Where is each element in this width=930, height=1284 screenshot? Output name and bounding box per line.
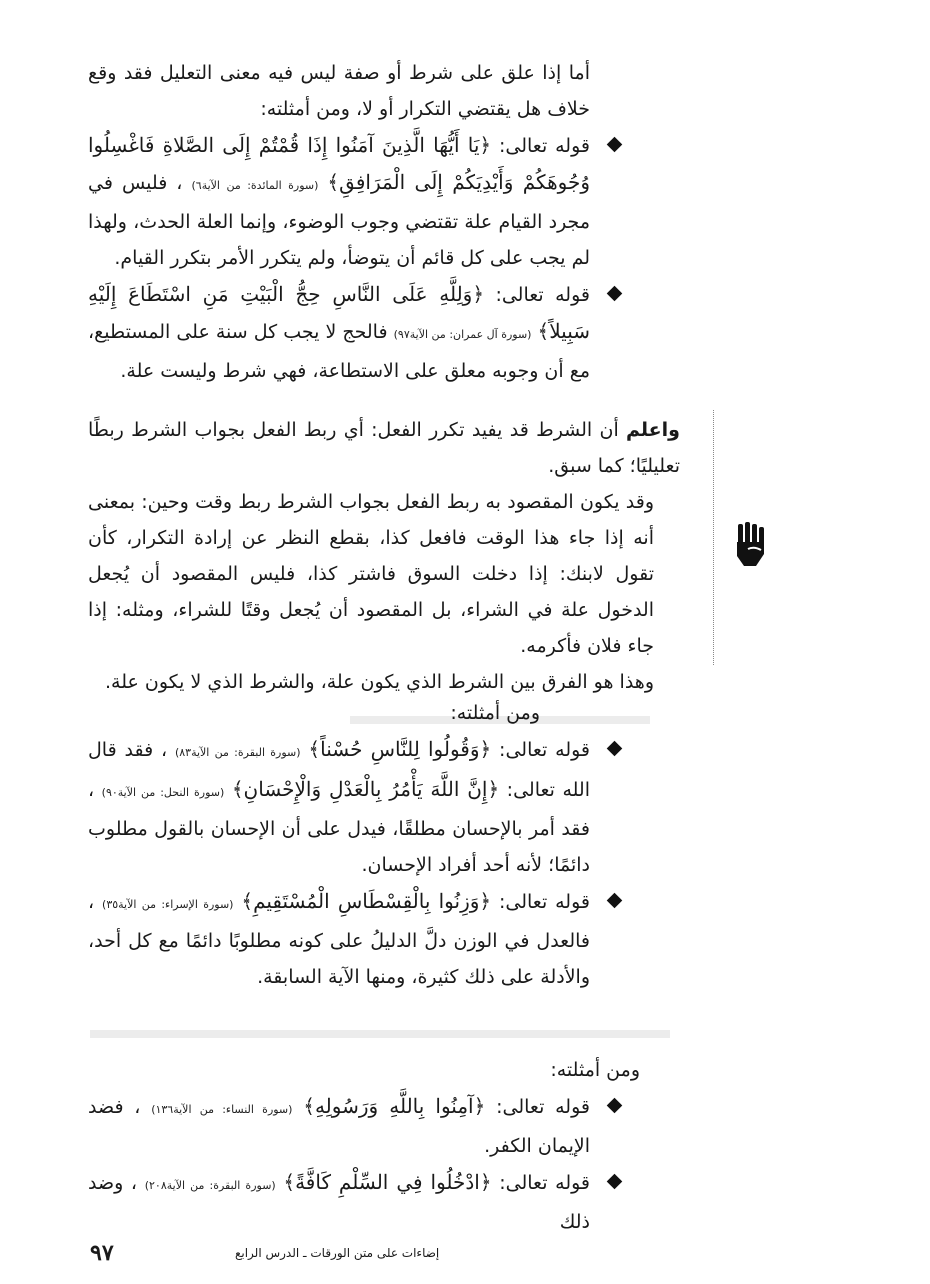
verse-reference: (سورة النساء: من الآية١٣٦) bbox=[151, 1103, 293, 1116]
lead-text: قوله تعالى: bbox=[491, 135, 590, 157]
diamond-bullet-icon bbox=[607, 893, 623, 909]
hand-icon bbox=[734, 522, 768, 568]
diamond-bullet-icon bbox=[607, 1098, 623, 1114]
verse-reference: (سورة النحل: من الآية٩٠) bbox=[101, 786, 225, 799]
quran-verse: ﴿يَا أَيُّهَا الَّذِينَ آمَنُوا إِذَا قُمْتُمْ إِلَى الصَّلاةِ فَاغْسِلُوا وُجُوهَكُمْ وَأَيْدِيَكُمْ إِلَى الْمَرَافِقِ﴾ bbox=[88, 133, 590, 194]
commentary-text: ، فليس في مجرد القيام علة تقتضي وجوب الوضوء، وإنما العلة الحدث، ولهذا لم يجب على كل قائم أن يتوضأ، ولم يتكرر الأمر بتكرر القيام. bbox=[88, 172, 590, 269]
section-4-intro: ومن أمثلته: bbox=[550, 1059, 640, 1081]
commentary-text: فالحج لا يجب كل سنة على المستطيع، مع أن وجوبه معلق على الاستطاعة، فهي شرط وليست علة. bbox=[88, 321, 590, 382]
commentary-text: ، وضد ذلك bbox=[88, 1172, 590, 1233]
section-2-para-3: وهذا هو الفرق بين الشرط الذي يكون علة، والشرط الذي لا يكون علة. bbox=[104, 671, 654, 693]
verse-reference: (سورة المائدة: من الآية٦) bbox=[191, 179, 319, 192]
bullet-item bbox=[88, 276, 590, 389]
lead-text: قوله تعالى: bbox=[485, 1096, 590, 1118]
section-2 bbox=[88, 412, 680, 700]
section-2-para-1 bbox=[88, 412, 680, 484]
verse-reference: (سورة آل عمران: من الآية٩٧) bbox=[393, 328, 532, 341]
diamond-bullet-icon bbox=[607, 286, 623, 302]
page-number: ٩٧ bbox=[90, 1240, 114, 1266]
verse-reference: (سورة البقرة: من الآية٢٠٨) bbox=[144, 1179, 276, 1192]
verse-reference: (سورة البقرة: من الآية٨٣) bbox=[174, 746, 301, 759]
commentary-text: ، فقد أمر بالإحسان مطلقًا، فيدل على أن الإحسان بالقول مطلوب دائمًا؛ لأنه أحد أفراد الإحسان. bbox=[88, 779, 590, 876]
section-1 bbox=[88, 55, 590, 389]
verse-reference: (سورة الإسراء: من الآية٣٥) bbox=[102, 898, 234, 911]
lead-text: قوله تعالى: bbox=[491, 1172, 591, 1194]
section-3 bbox=[88, 695, 590, 995]
bullet-item bbox=[88, 883, 590, 995]
bleed-through bbox=[90, 1030, 670, 1038]
diamond-bullet-icon bbox=[607, 137, 623, 153]
bullet-item bbox=[88, 127, 590, 276]
bullet-item bbox=[88, 1164, 590, 1240]
section-3-intro: ومن أمثلته: bbox=[450, 702, 540, 724]
quran-verse: ﴿وَلِلَّهِ عَلَى النَّاسِ حِجُّ الْبَيْتِ مَنِ اسْتَطَاعَ إِلَيْهِ سَبِيلاً﴾ bbox=[88, 282, 591, 343]
running-title: إضاءات على متن الورقات ـ الدرس الرابع bbox=[235, 1246, 440, 1260]
diamond-bullet-icon bbox=[607, 1174, 623, 1190]
section-2-para-2: وقد يكون المقصود به ربط الفعل بجواب الشرط ربط وقت وحين: بمعنى أنه إذا جاء هذا الوقت فافعل كذا، بقطع النظر عن إرادة التكرار، كأن تقول لابنك: إذا دخلت السوق فاشتر كذا، فليس المقصود أن يُجعل الدخول علة في الشراء، بل المقصود أن يُجعل وقتًا للشراء، ومثله: إذا جاء فلان فأكرمه. bbox=[88, 491, 654, 657]
quran-verse: ﴿وَزِنُوا بِالْقِسْطَاسِ الْمُسْتَقِيمِ﴾ bbox=[241, 889, 492, 913]
quran-verse: ﴿إِنَّ اللَّهَ يَأْمُرُ بِالْعَدْلِ وَالْإِحْسَانِ﴾ bbox=[231, 777, 500, 801]
page-footer bbox=[90, 1240, 490, 1270]
margin-rule bbox=[713, 410, 714, 665]
bullet-item bbox=[88, 1088, 590, 1164]
lead-text: قوله تعالى: bbox=[491, 891, 590, 913]
diamond-bullet-icon bbox=[607, 741, 623, 757]
lead-text: قوله تعالى: bbox=[484, 284, 590, 306]
quran-verse: ﴿آمِنُوا بِاللَّهِ وَرَسُولِهِ﴾ bbox=[303, 1094, 486, 1118]
quran-verse: ﴿ادْخُلُوا فِي السِّلْمِ كَافَّةً﴾ bbox=[283, 1170, 492, 1194]
paragraph-text: أن الشرط قد يفيد تكرر الفعل: أي ربط الفعل بجواب الشرط ربطًا تعليليًا؛ كما سبق. bbox=[88, 419, 680, 477]
commentary-text: ، فالعدل في الوزن دلَّ الدليلُ على كونه مطلوبًا دائمًا مع كل أحد، والأدلة على ذلك كثيرة، ومنها الآية السابقة. bbox=[88, 891, 590, 988]
lead-word: واعلم bbox=[626, 419, 680, 441]
lead-text: قوله تعالى: bbox=[491, 739, 591, 761]
section-1-intro: أما إذا علق على شرط أو صفة ليس فيه معنى التعليل فقد وقع خلاف هل يقتضي التكرار أو لا، ومن أمثلته: bbox=[88, 62, 590, 120]
commentary-text: ، فضد الإيمان الكفر. bbox=[88, 1096, 590, 1157]
quran-verse: ﴿وَقُولُوا لِلنَّاسِ حُسْناً﴾ bbox=[308, 737, 492, 761]
bullet-item bbox=[88, 731, 590, 883]
section-4 bbox=[88, 1052, 640, 1240]
commentary-text: ، فقد قال الله تعالى: bbox=[88, 739, 590, 801]
